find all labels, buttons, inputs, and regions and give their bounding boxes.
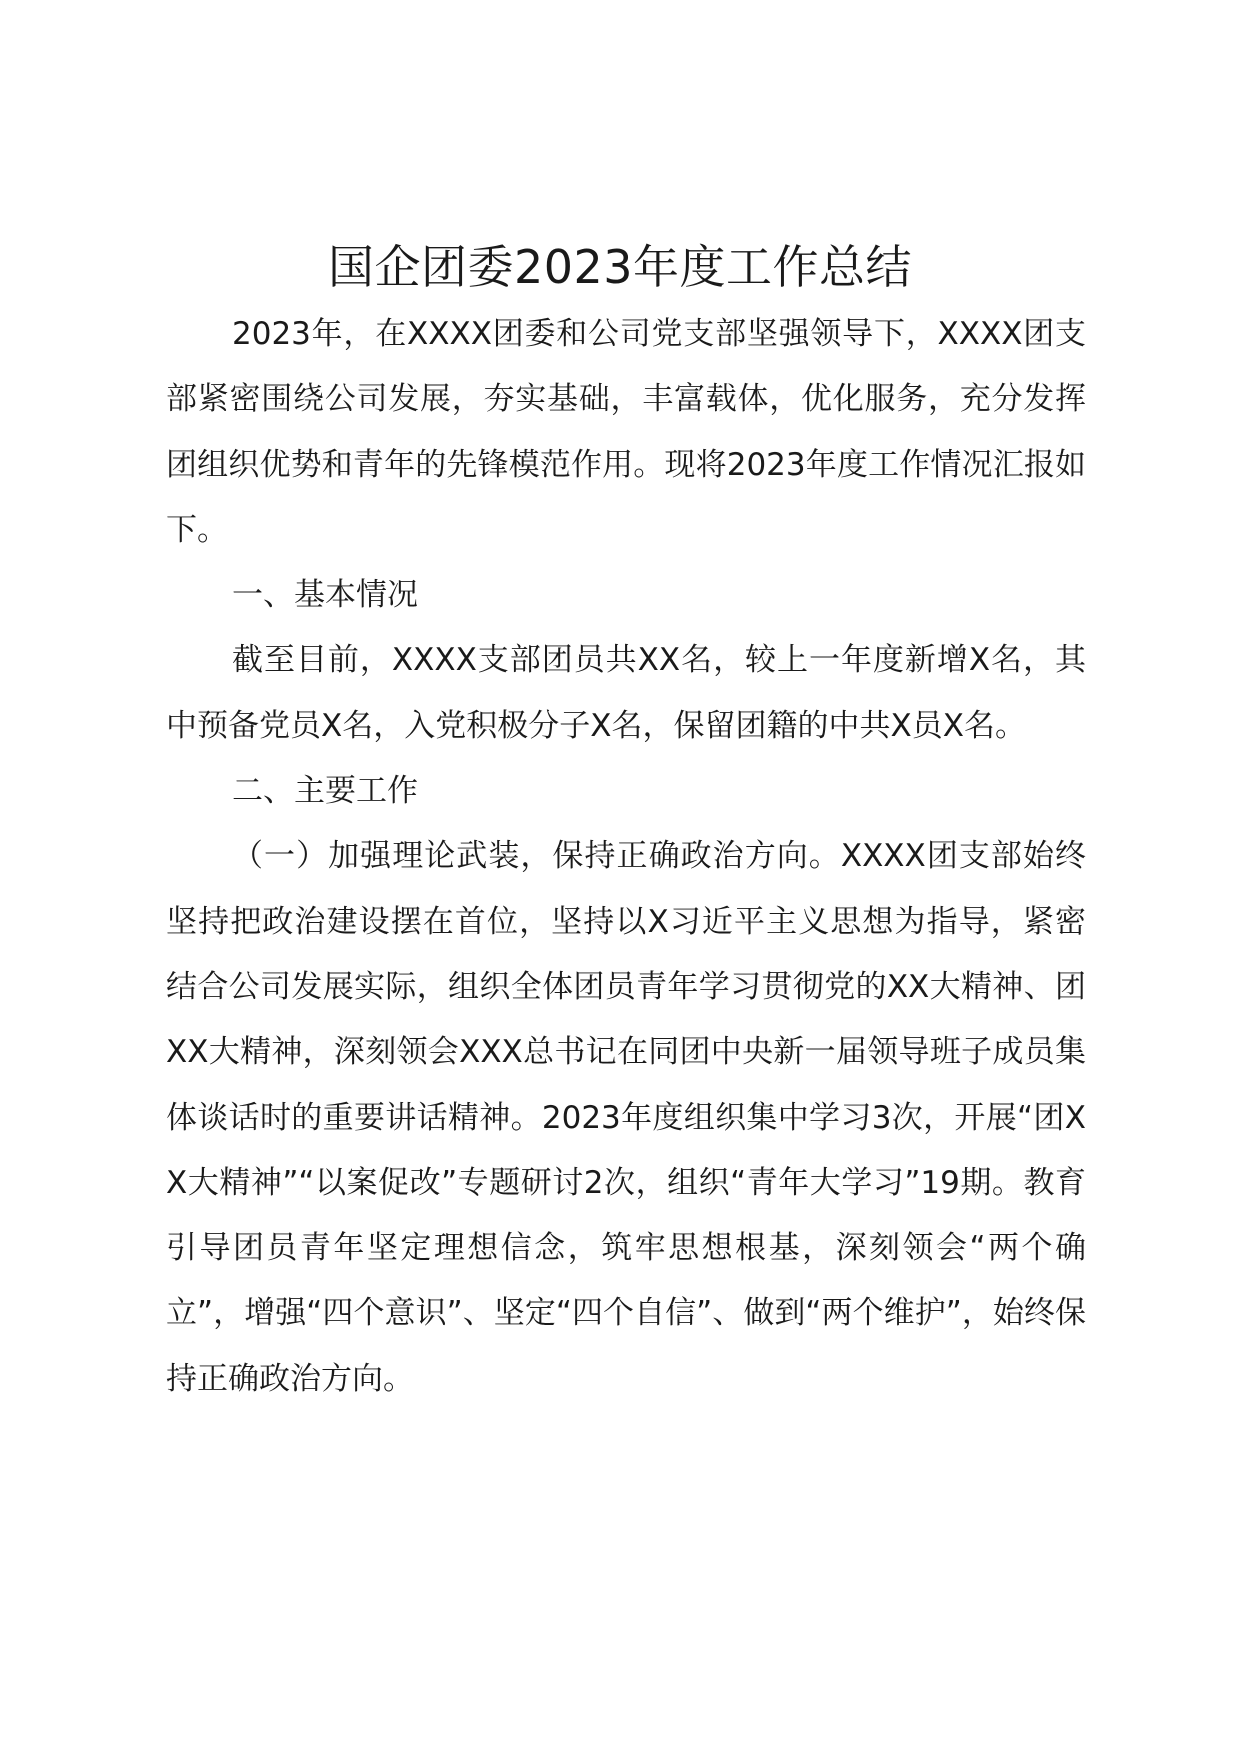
intro-paragraph: 2023年，在XXXX团委和公司党支部坚强领导下，XXXX团支部紧密围绕公司发展，夯实基础，丰富载体，优化服务，充分发挥团组织优势和青年的先锋模范作用。现将2023年度工作情况汇报如下。 bbox=[166, 316, 1086, 548]
section-heading-basic: 一、基本情况 bbox=[232, 577, 418, 614]
document-title: 国企团委2023年度工作总结 bbox=[327, 240, 913, 294]
main-work-item-1-paragraph: （一）加强理论武装，保持正确政治方向。XXXX团支部始终坚持把政治建设摆在首位，坚持以X习近平主义思想为指导，紧密结合公司发展实际，组织全体团员青年学习贯彻党的XX大精神、团XX大精神，深刻领会XXX总书记在同团中央新一届领导班子成员集体谈话时的重要讲话精神。2023年度组织集中学习3次，开展“团XX大精神”“以案促改”专题研讨2次，组织“青年大学习”19期。教育引导团员青年坚定理想信念，筑牢思想根基，深刻领会“两个确立”，增强“四个意识”、坚定“四个自信”、做到“两个维护”，始终保持正确政治方向。 bbox=[166, 838, 1086, 1397]
document-body bbox=[166, 302, 1086, 1412]
section-heading-main-work: 二、主要工作 bbox=[232, 773, 418, 810]
basic-info-paragraph: 截至目前，XXXX支部团员共XX名，较上一年度新增X名，其中预备党员X名，入党积极分子X名，保留团籍的中共X员X名。 bbox=[166, 642, 1086, 744]
